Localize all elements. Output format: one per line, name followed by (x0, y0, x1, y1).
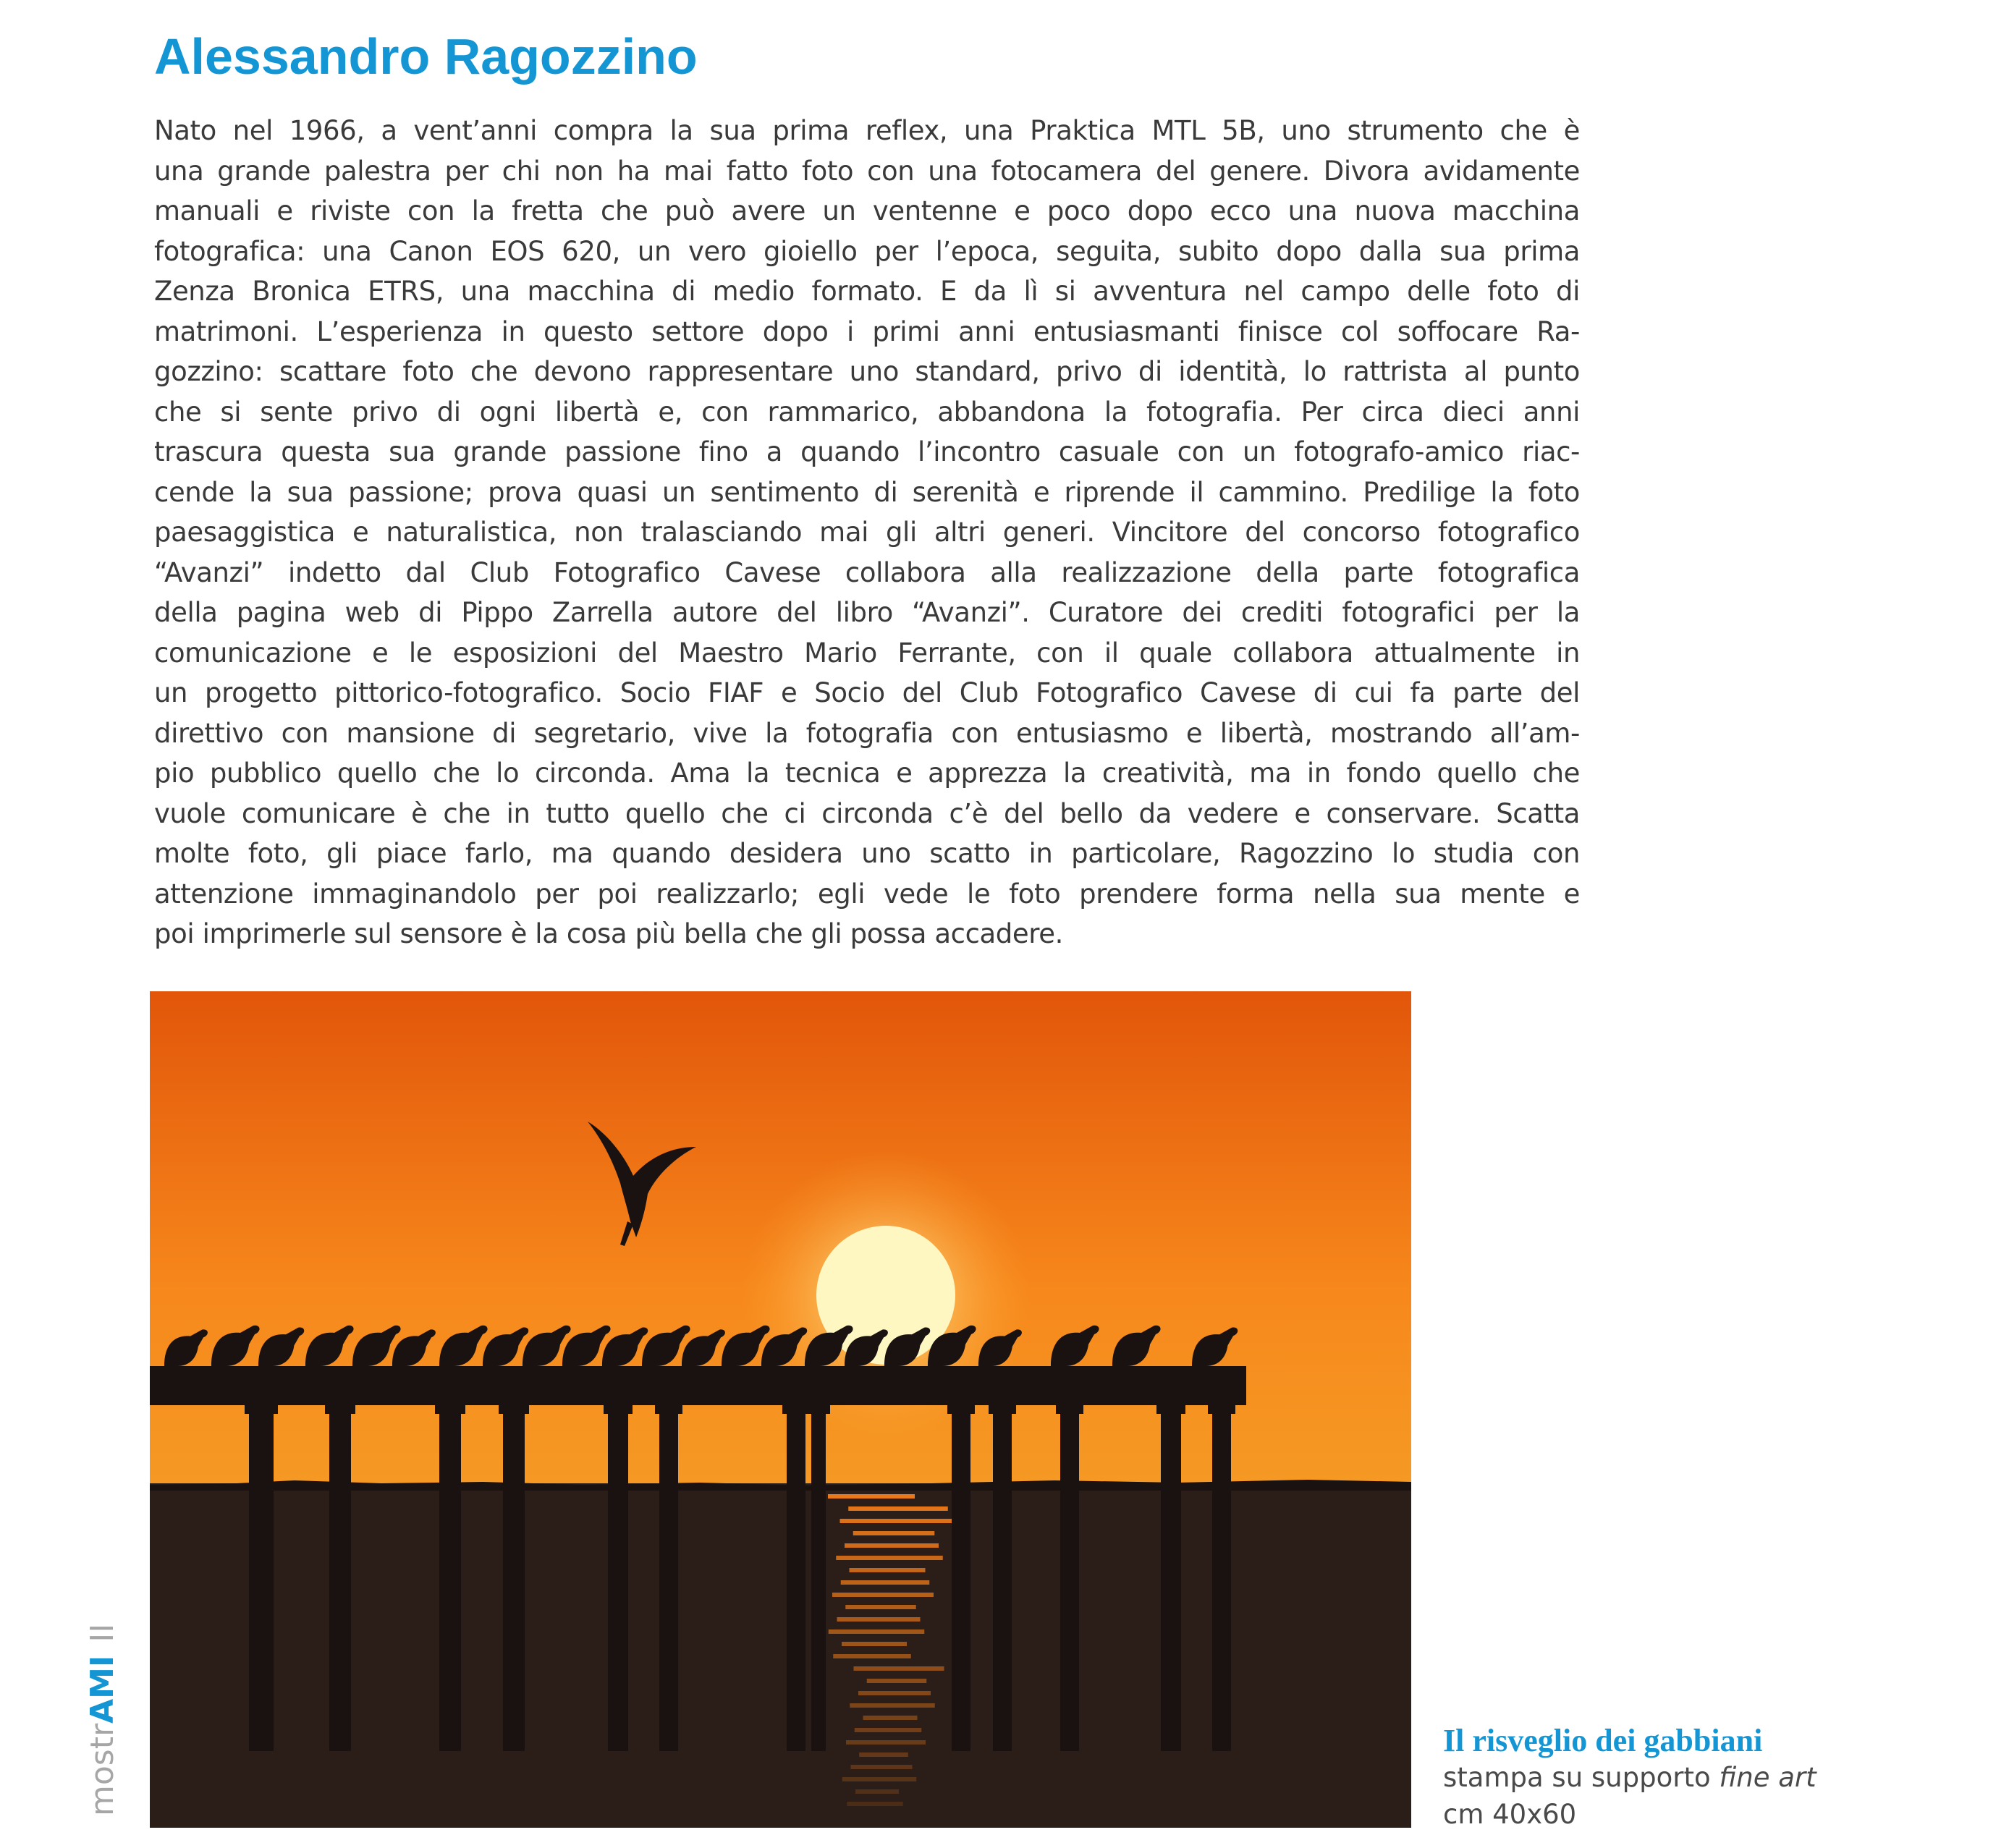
pier-post (993, 1404, 1012, 1751)
reflection-streak (846, 1740, 926, 1745)
body-line: della pagina web di Pippo Zarrella autore del libro “Avanzi”. Curatore dei crediti fotografici per la (154, 597, 1580, 628)
pier-post (249, 1404, 274, 1751)
caption-title: Il risveglio dei gabbiani (1443, 1723, 1763, 1758)
body-line: attenzione immaginandolo per poi realizzarlo; egli vede le foto prendere forma nella sua mente e (154, 878, 1580, 910)
pier-post (659, 1404, 678, 1751)
reflection-streak (850, 1703, 935, 1708)
photo-caption (1443, 1722, 1950, 1833)
page-number: II (84, 1623, 121, 1643)
body-line: paesaggistica e naturalistica, non tralasciando mai gli altri generi. Vincitore del concorso fotografico (154, 517, 1580, 548)
pier-post (1060, 1404, 1079, 1751)
reflection-streak (859, 1752, 908, 1757)
post-cap (325, 1404, 355, 1414)
post-cap (947, 1404, 975, 1414)
pier-post (1212, 1404, 1231, 1751)
pier-post (811, 1404, 826, 1751)
body-line: direttivo con mansione di segretario, vive la fotografia con entusiasmo e libertà, mostrando all’am- (154, 717, 1580, 749)
reflection-streak (863, 1716, 918, 1720)
caption-size: cm 40x60 (1443, 1799, 1577, 1830)
reflection-streak (828, 1494, 915, 1499)
caption-medium-text: stampa su supporto (1443, 1762, 1720, 1793)
reflection-streak (841, 1580, 930, 1585)
post-cap (604, 1404, 633, 1414)
article-body (154, 111, 1580, 954)
caption-medium (1443, 1759, 1950, 1796)
body-line: un progetto pittorico-fotografico. Socio FIAF e Socio del Club Fotografico Cavese di cui fa parte del (154, 677, 1580, 708)
post-cap (1208, 1404, 1235, 1414)
reflection-streak (855, 1789, 899, 1794)
body-line: comunicazione e le esposizioni del Maestro Mario Ferrante, con il quale collabora attualmente in (154, 637, 1580, 669)
brand-strong: AMI (84, 1655, 121, 1724)
reflection-streak (845, 1605, 916, 1609)
body-line: vuole comunicare è che in tutto quello che ci circonda c’è del bello da vedere e conservare. Scatta (154, 797, 1580, 829)
body-line: Zenza Bronica ETRS, una macchina di medio formato. E da lì si avventura nel campo delle foto di (154, 276, 1580, 307)
reflection-streak (854, 1666, 944, 1671)
pier-post (439, 1404, 461, 1751)
body-line: Nato nel 1966, a vent’anni compra la sua prima reflex, una Praktica MTL 5B, uno strumento che è (154, 115, 1580, 146)
body-line: “Avanzi” indetto dal Club Fotografico Cavese collabora alla realizzazione della parte fotografica (154, 556, 1580, 588)
post-cap (655, 1404, 682, 1414)
pier-post (329, 1404, 351, 1751)
post-cap (499, 1404, 529, 1414)
reflection-streak (851, 1765, 913, 1769)
reflection-streak (837, 1617, 921, 1622)
body-line: manuali e riviste con la fretta che può avere un ventenne e poco dopo ecco una nuova macchina (154, 195, 1580, 226)
body-line: gozzino: scattare foto che devono rappresentare uno standard, privo di identità, lo rattrista al punto (154, 356, 1580, 387)
body-line: fotografica: una Canon EOS 620, un vero gioiello per l’epoca, seguita, subito dopo dalla sua prima (154, 235, 1580, 267)
body-line: molte foto, gli piace farlo, ma quando desidera uno scatto in particolare, Ragozzino lo studia con (154, 838, 1580, 869)
reflection-streak (840, 1519, 952, 1523)
reflection-streak (836, 1556, 943, 1560)
post-cap (1156, 1404, 1185, 1414)
reflection-streak (842, 1777, 917, 1781)
post-cap (782, 1404, 810, 1414)
pier-post (952, 1404, 970, 1751)
body-line: poi imprimerle sul sensore è la cosa più bella che gli possa accadere. (154, 918, 1063, 949)
post-cap (989, 1404, 1016, 1414)
reflection-streak (867, 1679, 927, 1683)
body-line: una grande palestra per chi non ha mai fatto foto con una fotocamera del genere. Divora avidamente (154, 155, 1580, 187)
article-title: Alessandro Ragozzino (154, 28, 698, 85)
pier-rail (150, 1366, 1246, 1376)
reflection-streak (853, 1531, 935, 1535)
reflection-streak (832, 1593, 934, 1597)
pier-post (503, 1404, 525, 1751)
pier-post (787, 1404, 805, 1751)
body-line: trascura questa sua grande passione fino a quando l’incontro casuale con un fotografo-amico riac- (154, 436, 1580, 467)
reflection-streak (842, 1642, 907, 1646)
post-cap (435, 1404, 465, 1414)
reflection-streak (833, 1654, 911, 1658)
brand-light: mostr (84, 1723, 121, 1816)
reflection-streak (829, 1629, 925, 1634)
pier-post (1161, 1404, 1181, 1751)
body-line: matrimoni. L’esperienza in questo settore dopo i primi anni entusiasmanti finisce col soffocare Ra- (154, 315, 1580, 347)
post-cap (807, 1404, 830, 1414)
body-line: pio pubblico quello che lo circonda. Ama la tecnica e apprezza la creatività, ma in fondo quello che (154, 758, 1580, 789)
sunset-pier-photo (150, 991, 1411, 1828)
reflection-streak (845, 1543, 939, 1548)
body-line: che si sente privo di ogni libertà e, con rammarico, abbandona la fotografia. Per circa dieci anni (154, 396, 1580, 428)
reflection-streak (858, 1691, 931, 1695)
pier-deck (150, 1375, 1246, 1405)
post-cap (245, 1404, 278, 1414)
reflection-streak (855, 1728, 922, 1732)
pier-post (608, 1404, 628, 1751)
body-line: cende la sua passione; prova quasi un sentimento di serenità e riprende il cammino. Predilige la foto (154, 476, 1580, 508)
caption-medium-italic: fine art (1719, 1762, 1816, 1793)
reflection-streak (847, 1802, 903, 1806)
reflection-streak (850, 1568, 926, 1572)
magazine-brand (85, 1624, 121, 1816)
photo-illustration (150, 991, 1411, 1828)
post-cap (1056, 1404, 1083, 1414)
reflection-streak (848, 1506, 948, 1511)
